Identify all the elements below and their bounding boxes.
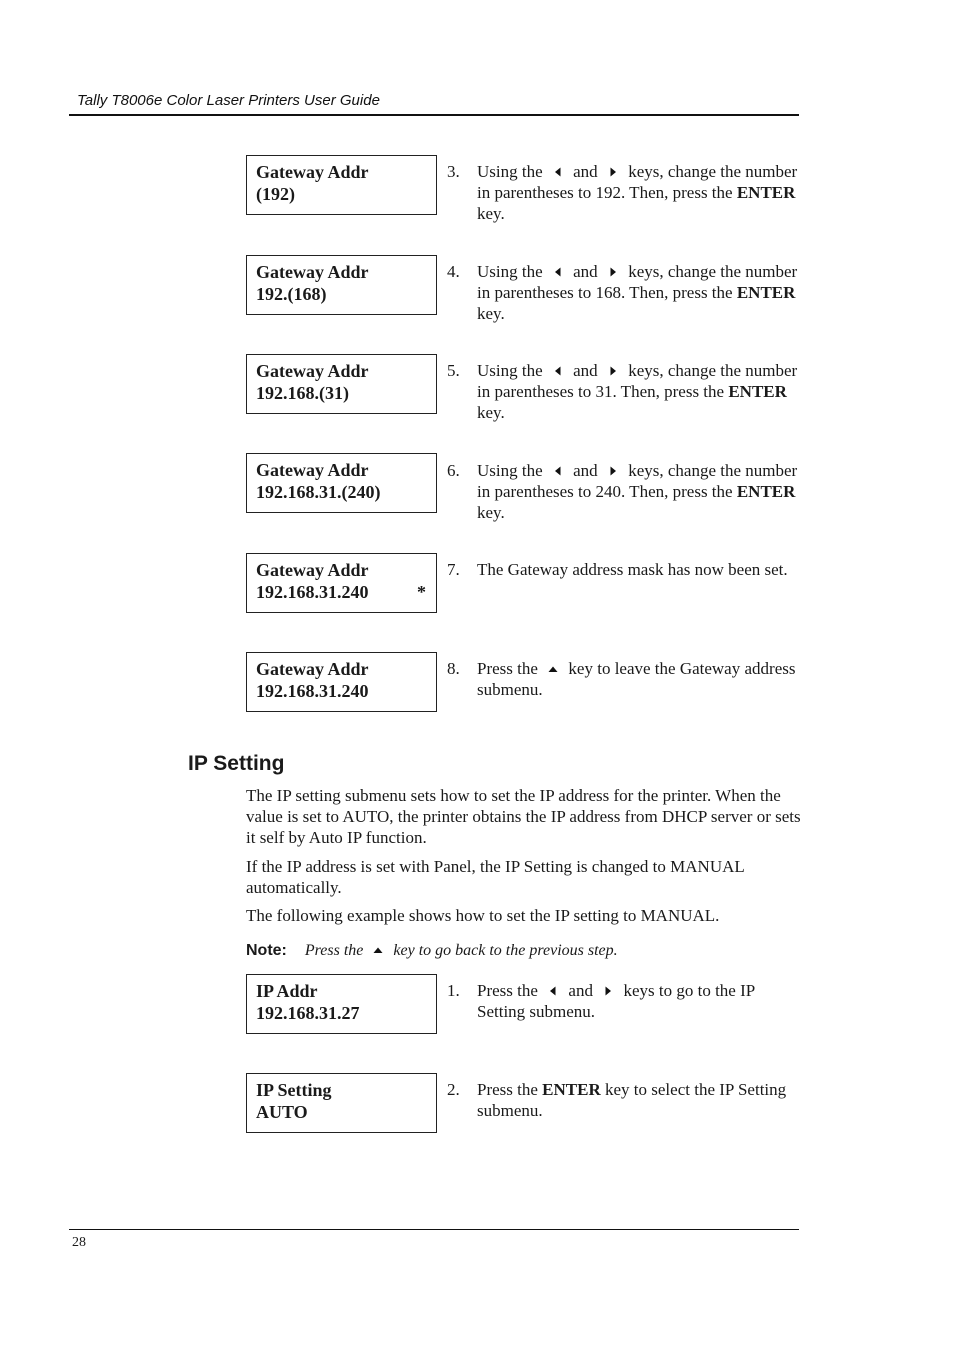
step-number: 2.: [447, 1080, 460, 1099]
lcd-display: [246, 255, 437, 315]
page-number: 28: [72, 1235, 86, 1250]
left-arrow-icon: [552, 365, 564, 377]
lcd-line-2: 192.168.31.27: [256, 1003, 360, 1023]
step-text: Using the: [477, 162, 543, 181]
step-text: and: [573, 162, 598, 181]
note: [246, 942, 618, 960]
step-text: Press the: [477, 659, 538, 678]
step-text: Press the: [477, 1080, 538, 1099]
right-arrow-icon: [607, 465, 619, 477]
instruction-step: [447, 360, 799, 423]
lcd-line-1: Gateway Addr: [256, 361, 369, 381]
step-text: and: [573, 262, 598, 281]
lcd-display: [246, 974, 437, 1034]
note-text: Press the: [304, 942, 364, 959]
lcd-line-1: Gateway Addr: [256, 262, 369, 282]
left-arrow-icon: [547, 985, 559, 997]
body-paragraph: The IP setting submenu sets how to set the IP address for the printer. When the value is set to AUTO, the printer obtains the IP address from DHCP server or sets it self by Auto IP function.: [246, 786, 801, 847]
step-text: keys, change the: [628, 162, 742, 181]
step-text: number in parentheses to 240. Then, press the: [477, 461, 798, 501]
lcd-display: [246, 354, 437, 414]
footer-rule: [69, 1229, 799, 1230]
step-number: 6.: [447, 461, 460, 480]
step-text: Using the: [477, 262, 543, 281]
instruction-step: [447, 460, 799, 523]
lcd-saved-marker: *: [417, 582, 426, 602]
note-label: Note:: [246, 942, 287, 959]
left-arrow-icon: [552, 166, 564, 178]
step-text: and: [573, 461, 598, 480]
lcd-display: [246, 652, 437, 712]
lcd-display: [246, 155, 437, 215]
right-arrow-icon: [607, 166, 619, 178]
enter-key-name: ENTER: [736, 283, 796, 302]
lcd-line-2: 192.168.31.240: [256, 681, 369, 701]
step-number: 3.: [447, 162, 460, 181]
instruction-step: [447, 559, 799, 580]
enter-key-name: ENTER: [736, 183, 796, 202]
left-arrow-icon: [552, 266, 564, 278]
lcd-line-1: Gateway Addr: [256, 162, 369, 182]
step-number: 7.: [447, 560, 460, 579]
header-rule: [69, 114, 799, 116]
step-text: keys to go to the IP Setting submenu.: [477, 981, 755, 1021]
lcd-line-2: 192.168.31.240: [256, 582, 369, 602]
step-text: Using the: [477, 461, 543, 480]
note-text: key to go back to the previous step.: [393, 942, 618, 959]
lcd-line-1: Gateway Addr: [256, 659, 369, 679]
step-text: keys, change the: [628, 262, 742, 281]
step-number: 1.: [447, 981, 460, 1000]
step-text: number in parentheses to 168. Then, press the: [477, 262, 798, 302]
lcd-line-1: IP Setting: [256, 1080, 332, 1100]
left-arrow-icon: [552, 465, 564, 477]
step-text: keys, change the: [628, 361, 742, 380]
step-number: 5.: [447, 361, 460, 380]
right-arrow-icon: [607, 365, 619, 377]
step-text: key.: [477, 403, 505, 422]
step-number: 8.: [447, 659, 460, 678]
up-arrow-icon: [547, 663, 559, 675]
lcd-display: [246, 1073, 437, 1133]
lcd-line-2: 192.168.(31): [256, 383, 349, 403]
lcd-line-2: 192.168.31.(240): [256, 482, 381, 502]
step-text: and: [568, 981, 593, 1000]
step-text: The Gateway address mask has now been set.: [477, 560, 788, 579]
lcd-line-2: AUTO: [256, 1102, 308, 1122]
right-arrow-icon: [607, 266, 619, 278]
lcd-line-1: Gateway Addr: [256, 560, 369, 580]
step-text: key.: [477, 204, 505, 223]
instruction-step: [447, 980, 799, 1022]
step-text: key to leave the Gateway address submenu.: [477, 659, 796, 699]
header-title: Tally T8006e Color Laser Printers User Guide: [77, 92, 380, 109]
lcd-line-2: 192.(168): [256, 284, 327, 304]
right-arrow-icon: [602, 985, 614, 997]
body-paragraph: If the IP address is set with Panel, the IP Setting is changed to MANUAL automatically.: [246, 857, 745, 897]
instruction-step: [447, 658, 799, 700]
step-text: Using the: [477, 361, 543, 380]
step-text: keys, change the: [628, 461, 742, 480]
step-text: key.: [477, 503, 505, 522]
step-text: key to select the IP Setting submenu.: [477, 1080, 787, 1120]
lcd-line-1: Gateway Addr: [256, 460, 369, 480]
step-text: Press the: [477, 981, 538, 1000]
instruction-step: [447, 161, 799, 224]
section-heading: IP Setting: [188, 752, 285, 775]
step-text: number in parentheses to 31. Then, press the: [477, 361, 798, 401]
instruction-step: [447, 1079, 799, 1121]
step-text: and: [573, 361, 598, 380]
step-text: key.: [477, 304, 505, 323]
enter-key-name: ENTER: [542, 1080, 601, 1099]
up-arrow-icon: [372, 944, 384, 956]
body-paragraph: The following example shows how to set the IP setting to MANUAL.: [246, 906, 720, 925]
enter-key-name: ENTER: [728, 382, 787, 401]
step-number: 4.: [447, 262, 460, 281]
lcd-line-1: IP Addr: [256, 981, 318, 1001]
lcd-line-2: (192): [256, 184, 295, 204]
lcd-display: [246, 453, 437, 513]
enter-key-name: ENTER: [736, 482, 796, 501]
instruction-step: [447, 261, 799, 324]
lcd-display: [246, 553, 437, 613]
step-text: number in parentheses to 192. Then, press the: [477, 162, 798, 202]
